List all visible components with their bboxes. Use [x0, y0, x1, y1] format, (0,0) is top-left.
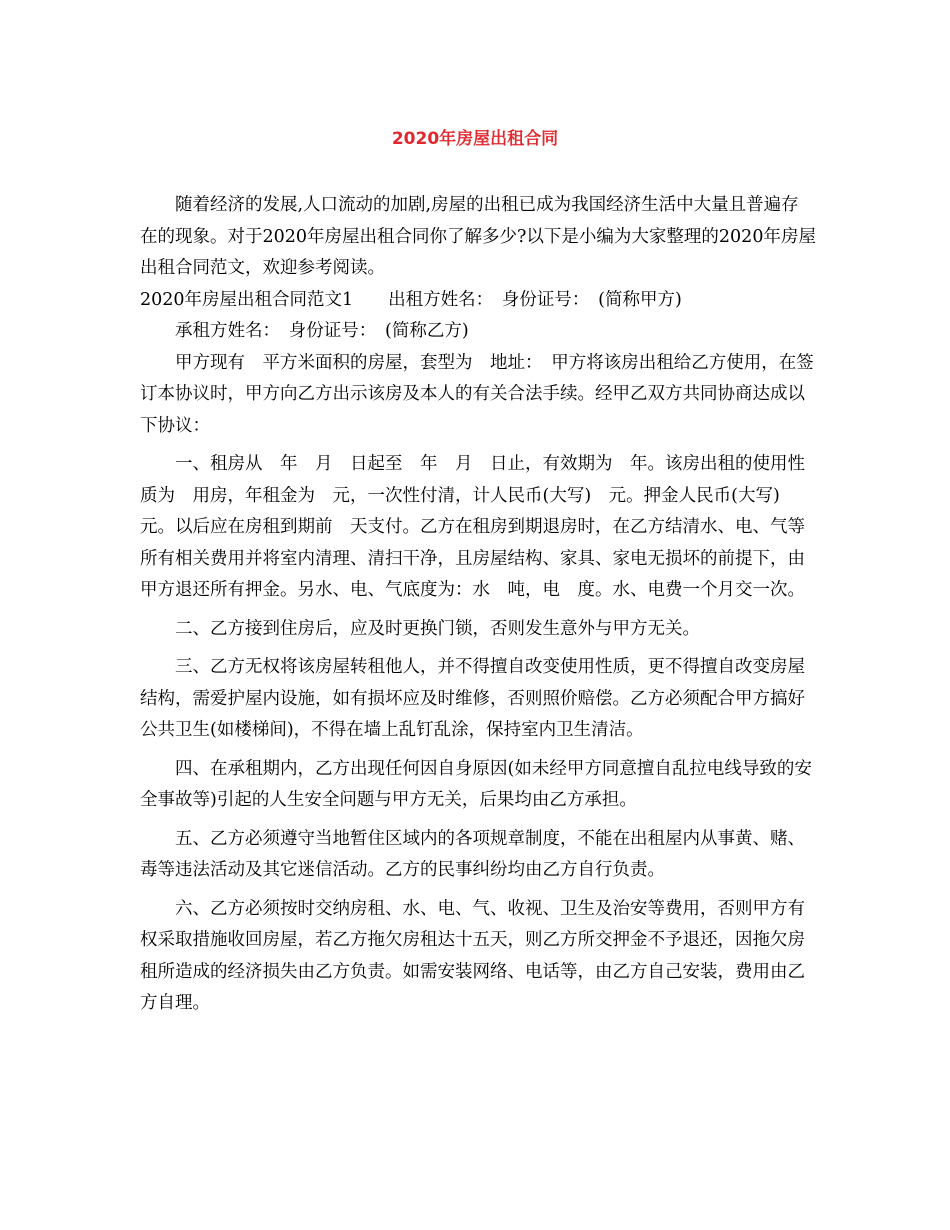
document-title: 2020年房屋出租合同 [391, 129, 559, 149]
clause-1: 一、租房从 年 月 日起至 年 月 日止，有效期为 年。该房出租的使用性质为 用房，年租金为 元，一次性付清，计人民币(大写) 元。押金人民币(大写) 元。以后应在房租到期前 天支付。乙方在租房到期退房时，在乙方结清水、电、气等所有相关费用并将室内清理、清扫干净，且房屋结构、家具、家电无损坏的前提下，由甲方退还所有押金。另水、电、气底度为：水 吨，电 度。水、电费一个月交一次。 [140, 454, 805, 600]
clause-3: 三、乙方无权将该房屋转租他人，并不得擅自改变使用性质，更不得擅自改变房屋结构，需爱护屋内设施，如有损坏应及时维修，否则照价赔偿。乙方必须配合甲方搞好公共卫生(如楼梯间)，不得在墙上乱钉乱涂，保持室内卫生清洁。 [140, 657, 805, 740]
sample-heading: 2020年房屋出租合同范文1 出租方姓名： 身份证号： (简称甲方) [140, 289, 682, 310]
clause-5: 五、乙方必须遵守当地暂住区域内的各项规章制度，不能在出租屋内从事黄、赌、毒等违法活动及其它迷信活动。乙方的民事纠纷均由乙方自行负责。 [140, 828, 805, 880]
intro-paragraph: 随着经济的发展,人口流动的加剧,房屋的出租已成为我国经济生活中大量且普遍存在的现象。对于2020年房屋出租合同你了解多少?以下是小编为大家整理的2020年房屋出租合同范文，欢迎参考阅读。 [140, 195, 816, 278]
lessee-line: 承租方姓名： 身份证号： (简称乙方) [175, 321, 469, 341]
preamble-paragraph: 甲方现有 平方米面积的房屋，套型为 地址： 甲方将该房出租给乙方使用，在签订本协议时，甲方向乙方出示该房及本人的有关合法手续。经甲乙双方共同协商达成以下协议： [140, 352, 814, 436]
document-body [140, 190, 816, 1020]
clause-4: 四、在承租期内，乙方出现任何因自身原因(如未经甲方同意擅自乱拉电线导致的安全事故等)引起的人生安全问题与甲方无关，后果均由乙方承担。 [140, 758, 812, 810]
clause-2: 二、乙方接到住房后，应及时更换门锁，否则发生意外与甲方无关。 [175, 618, 700, 639]
clause-6: 六、乙方必须按时交纳房租、水、电、气、收视、卫生及治安等费用，否则甲方有权采取措施收回房屋，若乙方拖欠房租达十五天，则乙方所交押金不予退还，因拖欠房租所造成的经济损失由乙方负责。如需安装网络、电话等，由乙方自己安装，费用由乙方自理。 [140, 898, 805, 1013]
